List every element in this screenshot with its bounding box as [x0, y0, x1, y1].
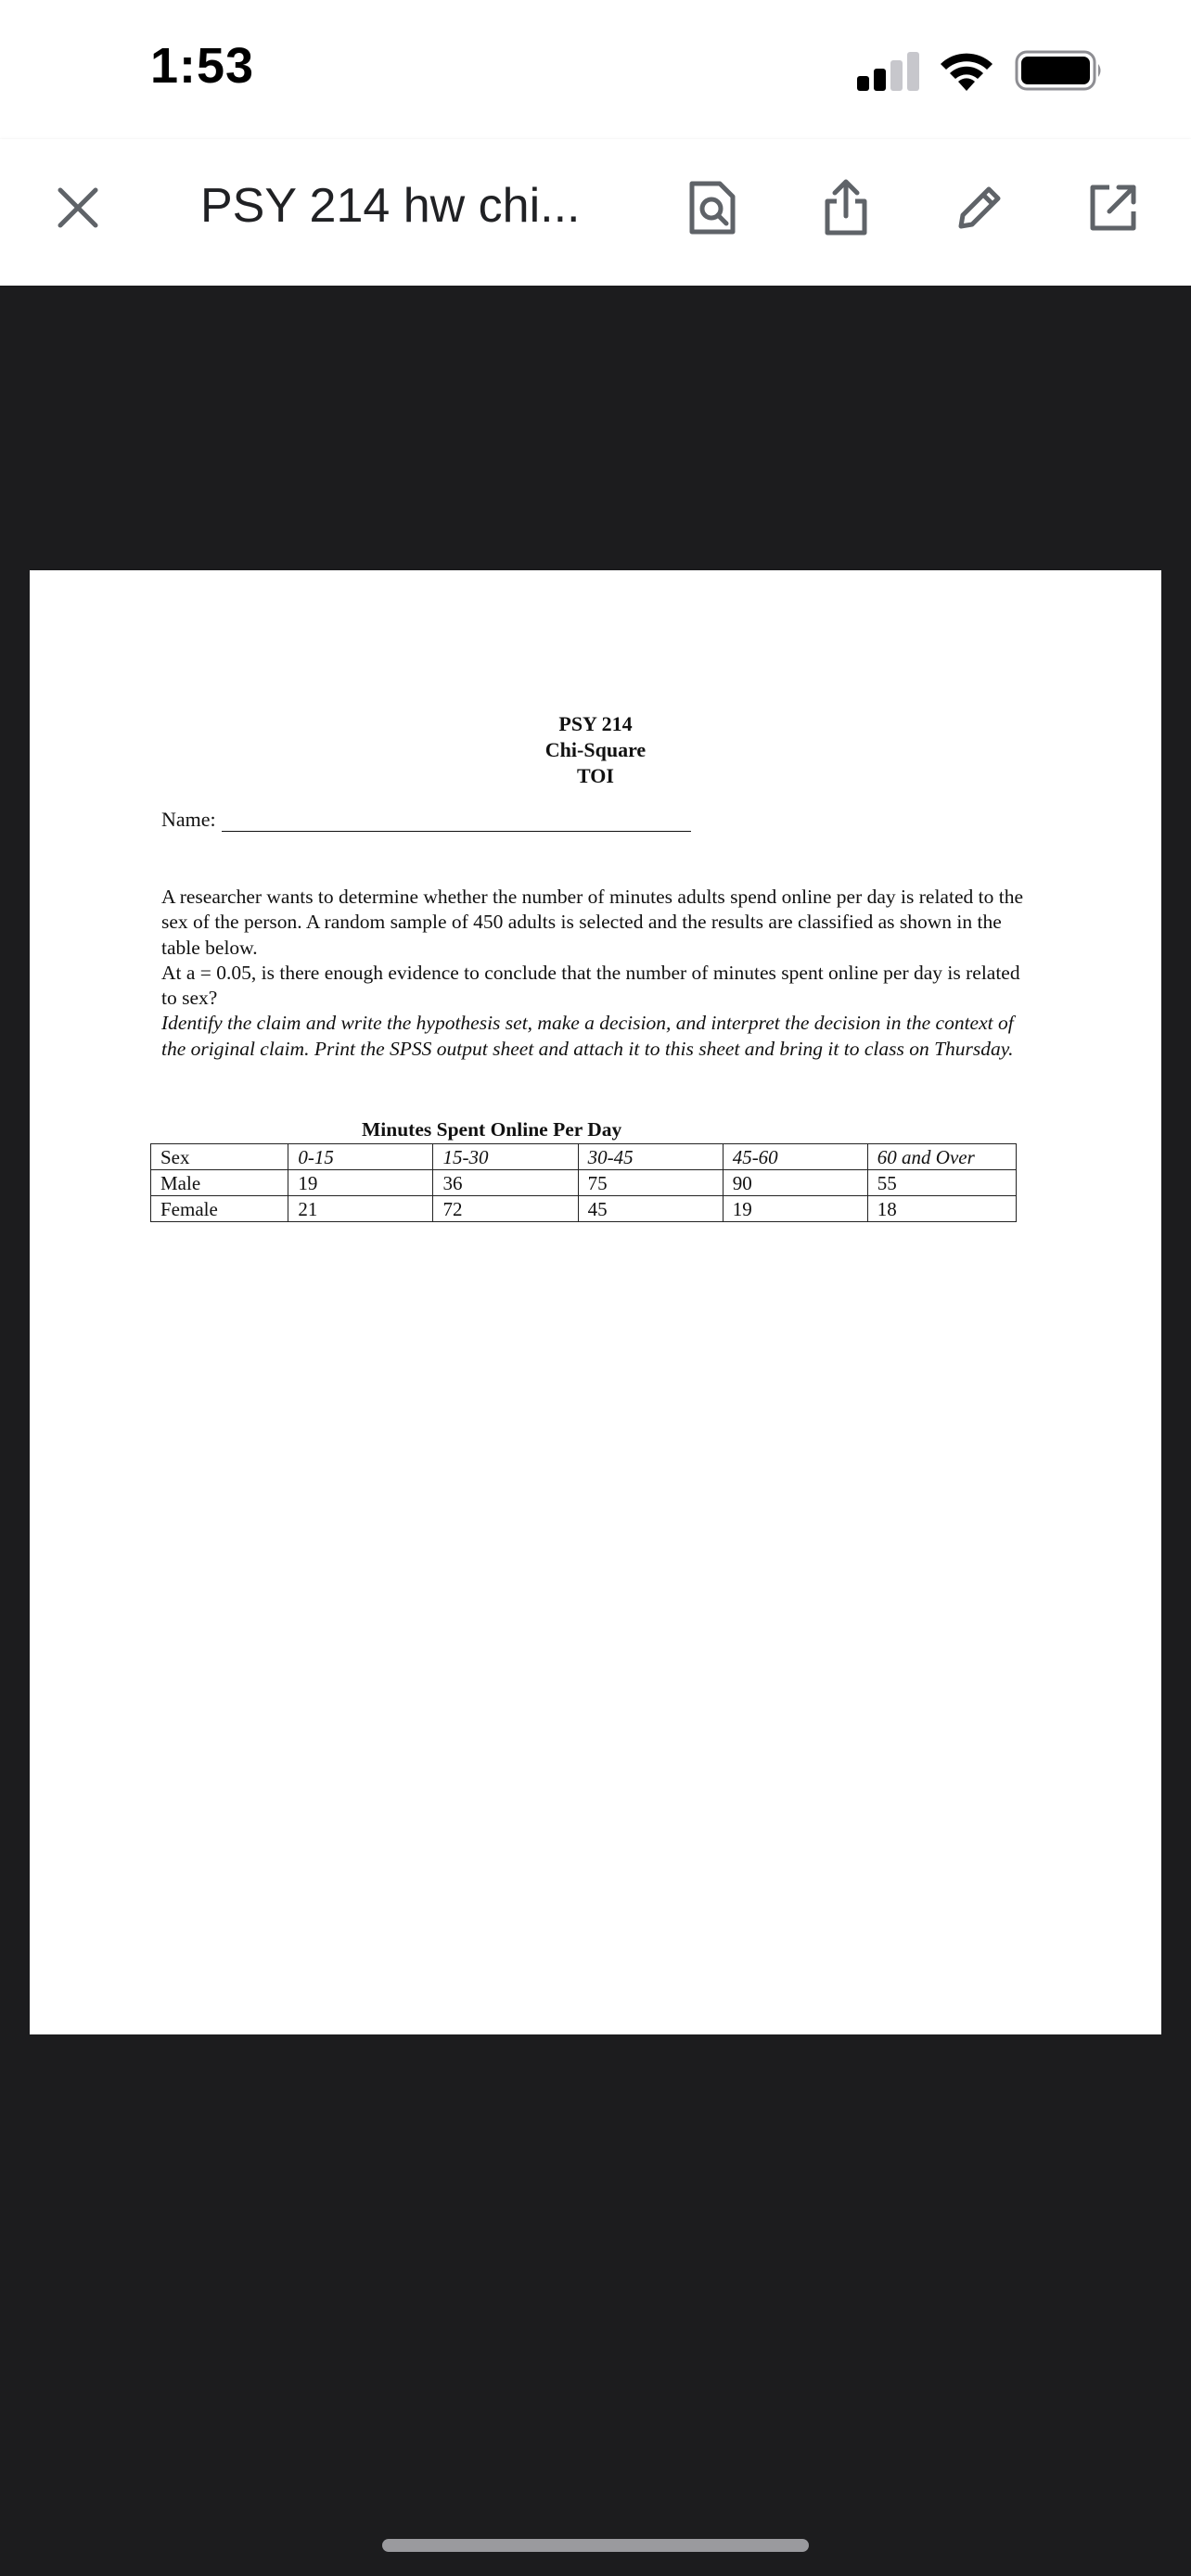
name-field: [161, 808, 691, 832]
document-page: [30, 570, 1161, 2034]
cellular-signal-icon: [855, 52, 920, 93]
document-search-icon: [686, 178, 738, 237]
table-cell: 36: [433, 1170, 578, 1196]
table-row: [151, 1170, 1017, 1196]
share-button[interactable]: [809, 171, 883, 245]
problem-paragraph-2: At a = 0.05, is there enough evidence to conclude that the number of minutes spent online per day is related to sex?: [161, 961, 1020, 1010]
share-icon: [820, 177, 872, 238]
table-cell: 19: [723, 1196, 867, 1222]
table-header-cell: 60 and Over: [867, 1144, 1016, 1170]
table-header-cell: Sex: [151, 1144, 288, 1170]
table-cell: 72: [433, 1196, 578, 1222]
problem-paragraph-1: A researcher wants to determine whether the number of minutes adults spend online per day is related to the sex of the person. A random sample of 450 adults is selected and the results are classified as shown in the table below.: [161, 886, 1023, 959]
table-cell: Female: [151, 1196, 288, 1222]
table-cell: Male: [151, 1170, 288, 1196]
pencil-icon: [954, 182, 1005, 234]
table-cell: 75: [578, 1170, 723, 1196]
document-viewer[interactable]: [0, 286, 1191, 2576]
name-blank-line: [222, 810, 691, 832]
table-header-cell: 30-45: [578, 1144, 723, 1170]
instructions-paragraph: Identify the claim and write the hypothesis set, make a decision, and interpret the decision in the context of the original claim. Print the SPSS output sheet and attach it to this sheet and bring it to class on Thursday.: [161, 1012, 1014, 1060]
table-cell: 19: [288, 1170, 433, 1196]
viewer-toolbar: [0, 139, 1191, 286]
table-cell: 45: [578, 1196, 723, 1222]
table-cell: 21: [288, 1196, 433, 1222]
table-cell: 55: [867, 1170, 1016, 1196]
status-time: 1:53: [150, 38, 255, 94]
assignment-line: TOI: [577, 764, 614, 787]
open-in-new-icon: [1087, 182, 1139, 234]
close-button[interactable]: [41, 171, 115, 245]
name-label: Name:: [161, 808, 216, 831]
edit-button[interactable]: [942, 171, 1017, 245]
document-header: [30, 711, 1161, 789]
open-external-button[interactable]: [1076, 171, 1150, 245]
document-title: PSY 214 hw chi...: [200, 179, 581, 233]
table-cell: 18: [867, 1196, 1016, 1222]
close-icon: [55, 185, 101, 231]
problem-text: [161, 885, 1035, 1062]
topic-line: Chi-Square: [544, 738, 647, 761]
status-bar: [0, 0, 1191, 139]
find-in-document-button[interactable]: [675, 171, 749, 245]
table-header-cell: 15-30: [433, 1144, 578, 1170]
battery-icon: [1015, 50, 1104, 91]
table-header-row: [151, 1144, 1017, 1170]
course-line: PSY 214: [558, 712, 633, 735]
table-cell: 90: [723, 1170, 867, 1196]
home-indicator[interactable]: [382, 2539, 809, 2552]
data-table: [150, 1143, 1017, 1222]
wifi-icon: [937, 48, 996, 93]
table-row: [151, 1196, 1017, 1222]
table-caption: Minutes Spent Online Per Day: [362, 1118, 622, 1141]
table-header-cell: 0-15: [288, 1144, 433, 1170]
table-header-cell: 45-60: [723, 1144, 867, 1170]
